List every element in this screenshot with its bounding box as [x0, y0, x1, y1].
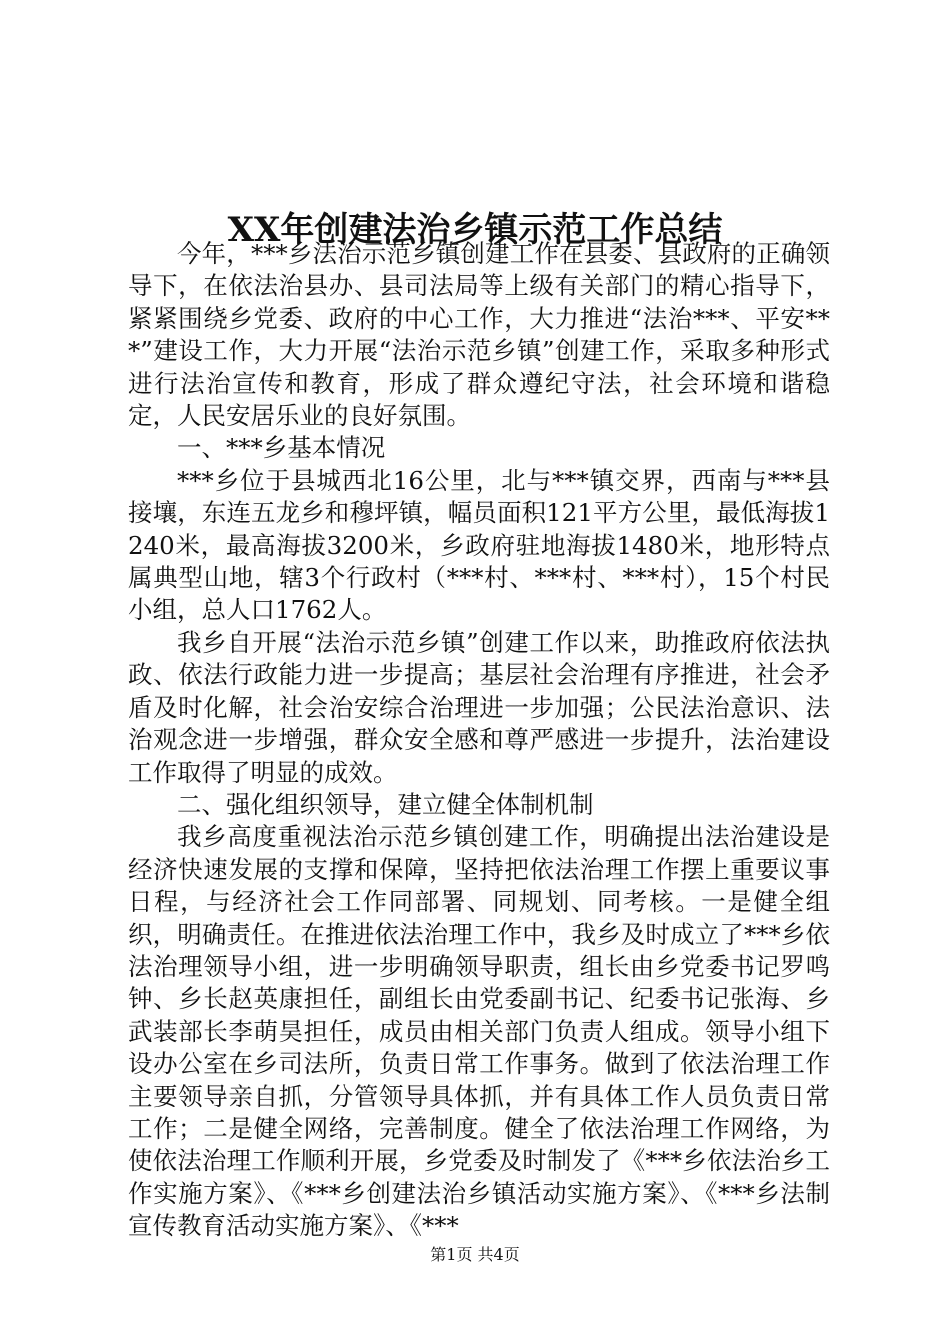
paragraph-organization: 我乡高度重视法治示范乡镇创建工作，明确提出法治建设是经济快速发展的支撑和保障，坚持把依法治理工作摆上重要议事日程，与经济社会工作同部署、同规划、同考核。一是健全组织，明确责任。在推进依法治理工作中，我乡及时成立了***乡依法治理领导小组，进一步明确领导职责，组长由乡党委书记罗鸣钟、乡长赵英康担任，副组长由党委副书记、纪委书记张海、乡武装部长李萌昊担任，成员由相关部门负责人组成。领导小组下设办公室在乡司法所，负责日常工作事务。做到了依法治理工作主要领导亲自抓，分管领导具体抓，并有具体工作人员负责日常工作；二是健全网络，完善制度。健全了依法治理工作网络，为使依法治理工作顺利开展，乡党委及时制发了《***乡依法治乡工作实施方案》、《***乡创建法治乡镇活动实施方案》、《***乡法制宣传教育活动实施方案》、《*** — [128, 822, 830, 1241]
page-number-footer: 第1页 共4页 — [430, 1245, 520, 1264]
section-heading-basic-info: 一、***乡基本情况 — [177, 433, 386, 463]
paragraph-intro: 今年，***乡法治示范乡镇创建工作在县委、县政府的正确领导下，在依法治县办、县司法局等上级有关部门的精心指导下，紧紧围绕乡党委、政府的中心工作，大力推进“法治***、平安***”建设工作，大力开展“法治示范乡镇”创建工作，采取多种形式进行法治宣传和教育，形成了群众遵纪守法，社会环境和谐稳定，人民安居乐业的良好氛围。 — [128, 239, 830, 431]
section-heading-organization: 二、强化组织领导，建立健全体制机制 — [177, 789, 594, 819]
document-title: XX年创建法治乡镇示范工作总结 — [227, 209, 723, 250]
paragraph-basic-info: ***乡位于县城西北16公里，北与***镇交界，西南与***县接壤，东连五龙乡和穆坪镇，幅员面积121平方公里，最低海拔1240米，最高海拔3200米，乡政府驻地海拔1480米，地形特点属典型山地，辖3个行政村（***村、***村、***村），15个村民小组，总人口1762人。 — [128, 465, 830, 625]
paragraph-achievements: 我乡自开展“法治示范乡镇”创建工作以来，助推政府依法执政、依法行政能力进一步提高；基层社会治理有序推进，社会矛盾及时化解，社会治安综合治理进一步加强；公民法治意识、法治观念进一步增强，群众安全感和尊严感进一步提升，法治建设工作取得了明显的成效。 — [128, 627, 830, 787]
document-body — [128, 238, 830, 1243]
